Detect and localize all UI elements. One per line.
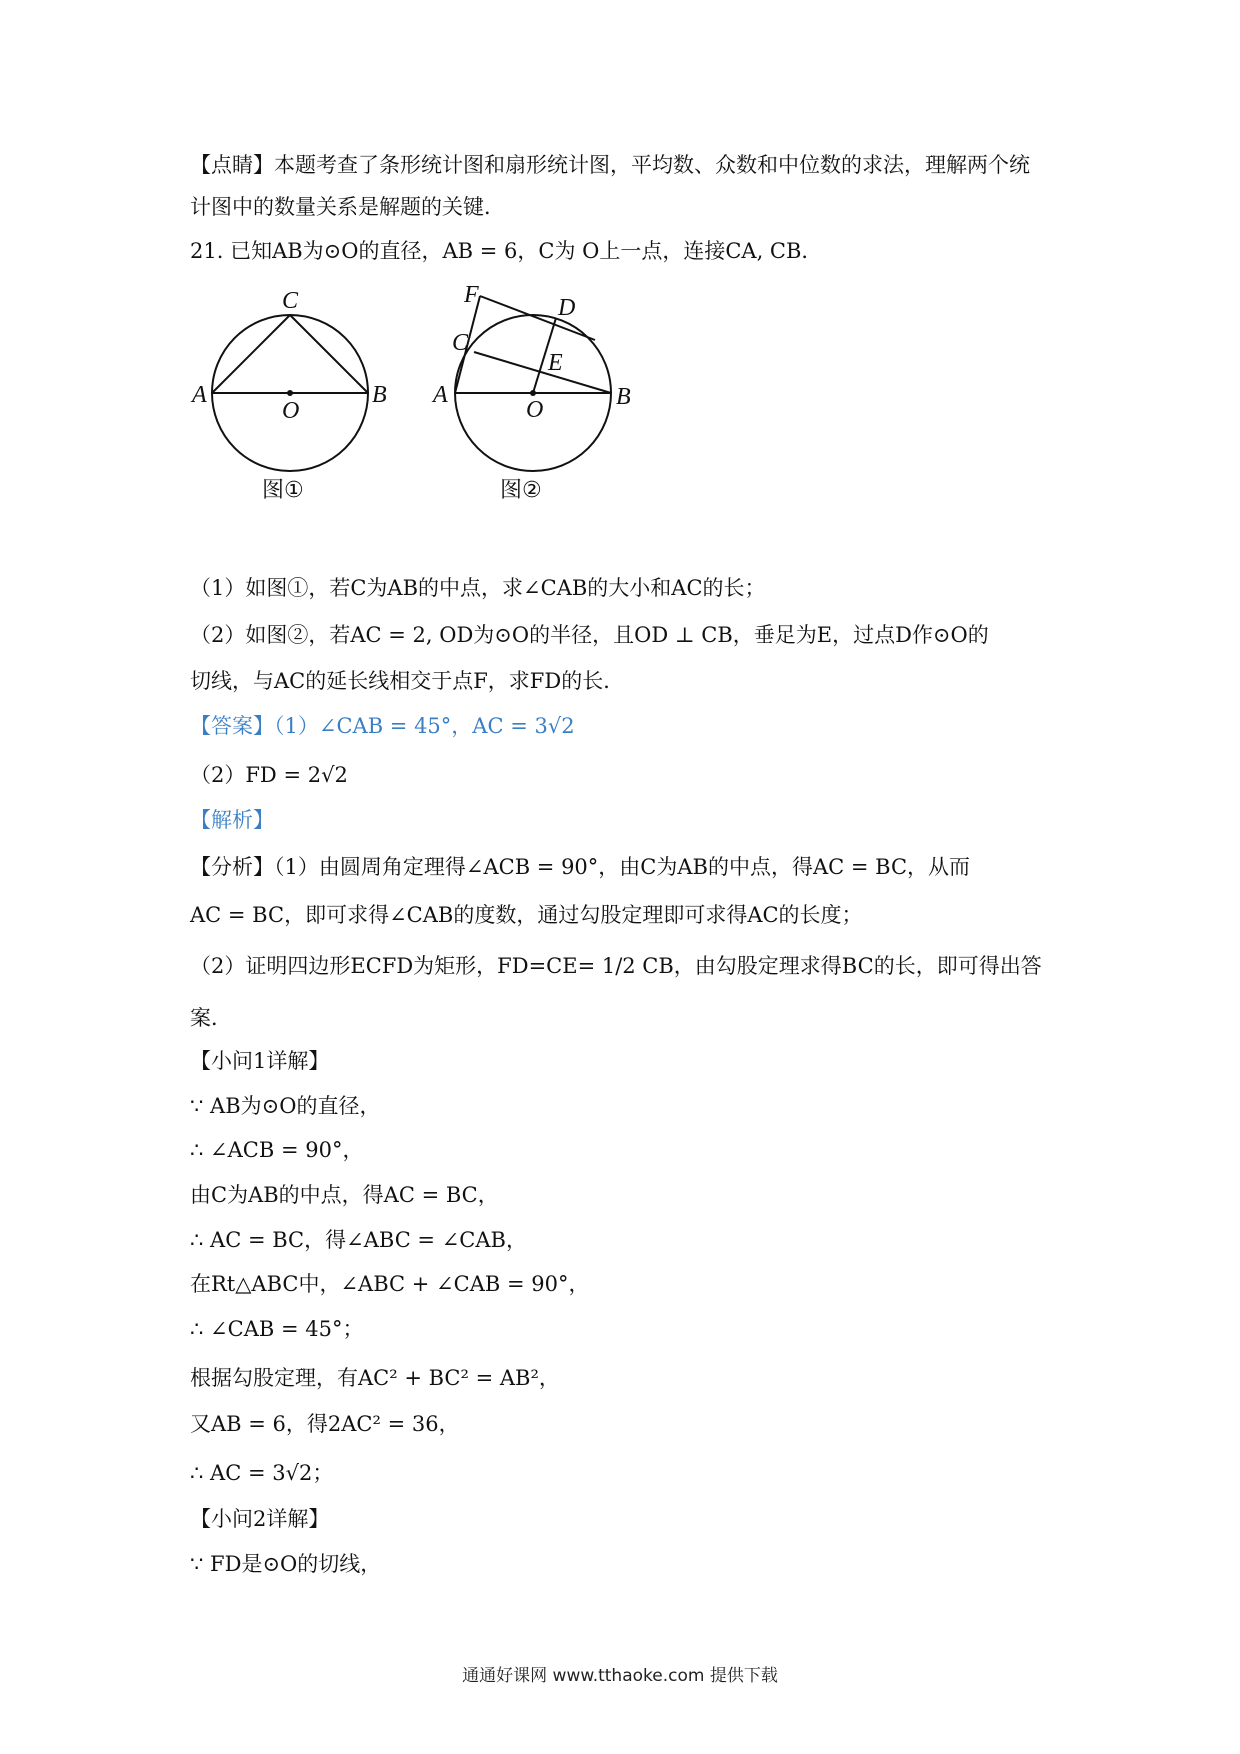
fig1-label-b: B bbox=[372, 382, 387, 408]
fig2-label-d: D bbox=[558, 295, 576, 321]
fig1-label-o: O bbox=[282, 398, 300, 424]
analysis-line-2: AC = BC，即可求得∠CAB的度数，通过勾股定理即可求得AC的长度； bbox=[190, 903, 863, 927]
solution-1-line-3: 由C为AB的中点，得AC = BC， bbox=[190, 1183, 499, 1207]
comment-line-1: 【点睛】本题考查了条形统计图和扇形统计图，平均数、众数和中位数的求法，理解两个统 bbox=[190, 153, 1030, 177]
analysis-line-3: （2）证明四边形ECFD为矩形，FD=CE= 1/2 CB，由勾股定理求得BC的长，即可得出答 bbox=[190, 954, 1042, 978]
subquestion-1-heading: 【小问1详解】 bbox=[190, 1049, 330, 1073]
analysis-line-4: 案． bbox=[190, 1006, 232, 1030]
solution-1-line-8: 又AB = 6，得2AC² = 36， bbox=[190, 1412, 460, 1436]
analysis-heading: 【解析】 bbox=[190, 808, 274, 832]
fig2-label-f: F bbox=[464, 282, 479, 308]
figure-1 bbox=[190, 285, 390, 505]
figure-2 bbox=[430, 280, 650, 505]
fig2-caption: 图② bbox=[500, 478, 542, 503]
question-part-1: （1）如图①，若C为AB的中点，求∠CAB的大小和AC的长； bbox=[190, 576, 766, 600]
solution-1-line-7: 根据勾股定理，有AC² + BC² = AB²， bbox=[190, 1366, 560, 1390]
solution-1-line-4: ∴ AC = BC，得∠ABC = ∠CAB， bbox=[190, 1228, 527, 1252]
answer-line-2: （2）FD = 2√2 bbox=[190, 763, 348, 787]
comment-line-2: 计图中的数量关系是解题的关键． bbox=[190, 195, 505, 219]
solution-1-line-2: ∴ ∠ACB = 90°， bbox=[190, 1138, 364, 1162]
fig2-label-c: C bbox=[452, 330, 469, 356]
subquestion-2-heading: 【小问2详解】 bbox=[190, 1507, 330, 1531]
fig2-label-b: B bbox=[616, 384, 631, 410]
question-part-2-cont: 切线，与AC的延长线相交于点F，求FD的长． bbox=[190, 669, 625, 693]
solution-1-line-1: ∵ AB为⊙O的直径， bbox=[190, 1094, 381, 1118]
solution-2-line-1: ∵ FD是⊙O的切线， bbox=[190, 1552, 382, 1576]
solution-1-line-5: 在Rt△ABC中，∠ABC + ∠CAB = 90°， bbox=[190, 1272, 590, 1296]
problem-statement: 21. 已知AB为⊙O的直径，AB = 6，C为 O上一点，连接CA, CB． bbox=[190, 239, 823, 263]
fig1-label-c: C bbox=[282, 288, 299, 314]
fig1-caption: 图① bbox=[262, 478, 304, 503]
fig2-label-o: O bbox=[526, 397, 544, 423]
analysis-line-1: 【分析】（1）由圆周角定理得∠ACB = 90°，由C为AB的中点，得AC = BC，从而 bbox=[190, 855, 971, 879]
answer-line-1: 【答案】（1）∠CAB = 45°，AC = 3√2 bbox=[190, 714, 575, 738]
solution-1-line-9: ∴ AC = 3√2； bbox=[190, 1461, 334, 1485]
fig2-label-e: E bbox=[548, 350, 563, 376]
solution-1-line-6: ∴ ∠CAB = 45°； bbox=[190, 1317, 364, 1341]
fig1-label-a: A bbox=[192, 382, 207, 408]
fig2-label-a: A bbox=[433, 382, 448, 408]
page-footer: 通通好课网 www.tthaoke.com 提供下载 bbox=[462, 1666, 778, 1686]
question-part-2: （2）如图②，若AC = 2, OD为⊙O的半径，且OD ⊥ CB，垂足为E，过点D作⊙O的 bbox=[190, 623, 989, 647]
